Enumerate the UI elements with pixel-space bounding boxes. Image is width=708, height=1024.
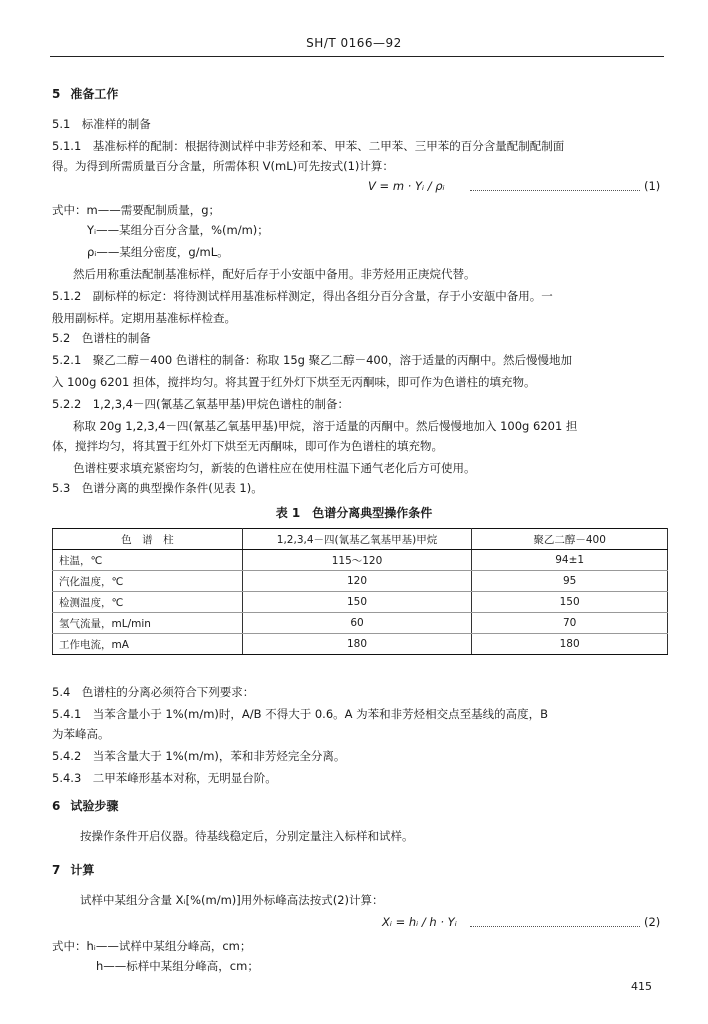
clause-5-2-2-line4: 色谱柱要求填充紧密均匀，新装的色谱柱应在使用柱温下通气老化后方可使用。	[73, 461, 476, 475]
clause-5-1-2-line1: 5.1.2 副标样的标定：将待测试样用基准标样测定，得出各组分百分含量，存于小安瓿中备用。一	[52, 289, 553, 303]
table-row	[53, 571, 668, 592]
section-number: 5	[52, 87, 61, 101]
table-cell: 95	[472, 571, 668, 592]
where-2-h: h——标样中某组分峰高，cm；	[96, 959, 259, 973]
formula-2-number: (2)	[644, 915, 661, 929]
table-header-cell: 色 谱 柱	[53, 529, 243, 550]
section-number: 6	[52, 799, 61, 813]
table-header-cell: 聚乙二醇－400	[472, 529, 668, 550]
where-1-y: Yᵢ——某组分百分含量，%(m/m)；	[87, 223, 269, 237]
clause-5-4-3: 5.4.3 二甲苯峰形基本对称，无明显台阶。	[52, 771, 277, 785]
clause-5-2-2-line2: 称取 20g 1,2,3,4－四(氰基乙氧基甲基)甲烷，溶于适量的丙酮中。然后慢慢地加入 100g 6201 担	[73, 419, 578, 433]
table-cell: 180	[472, 634, 668, 655]
section-5-heading	[52, 86, 118, 102]
section-6-heading	[52, 798, 118, 814]
page-number: 415	[631, 980, 652, 993]
clause-5-1-1-line1: 5.1.1 基准标样的配制：根据待测试样中非芳烃和苯、甲苯、二甲苯、三甲苯的百分含量配制配制面	[52, 139, 565, 153]
table-row	[53, 613, 668, 634]
clause-5-1: 5.1 标准样的制备	[52, 117, 151, 131]
clause-5-4-1-line1: 5.4.1 当苯含量小于 1%(m/m)时，A/B 不得大于 0.6。A 为苯和非芳烃相交点至基线的高度，B	[52, 707, 549, 721]
clause-5-2-1-line2: 入 100g 6201 担体，搅拌均匀。将其置于红外灯下烘至无丙酮味，即可作为色谱柱的填充物。	[52, 375, 536, 389]
page-header: SH/T 0166—92	[306, 36, 402, 50]
table-cell: 150	[472, 592, 668, 613]
clause-5-1-1-line2: 得。为得到所需质量百分含量，所需体积 V(mL)可先按式(1)计算：	[52, 159, 394, 173]
section-title: 准备工作	[70, 87, 119, 101]
clause-5-3: 5.3 色谱分离的典型操作条件(见表 1)。	[52, 481, 263, 495]
formula-1: V = m · Yᵢ / ρᵢ	[368, 179, 445, 193]
where-2-hi: 式中：hᵢ——试样中某组分峰高，cm；	[52, 939, 252, 953]
clause-5-2-2-line3: 体，搅拌均匀，将其置于红外灯下烘至无丙酮味，即可作为色谱柱的填充物。	[52, 439, 443, 453]
table-row-label: 工作电流，mA	[53, 634, 243, 655]
table-cell: 180	[242, 634, 472, 655]
table-row	[53, 634, 668, 655]
table-cell: 60	[242, 613, 472, 634]
formula-1-leader	[470, 182, 640, 191]
clause-5-4: 5.4 色谱柱的分离必须符合下列要求：	[52, 685, 255, 699]
table-row-label: 检测温度，℃	[53, 592, 243, 613]
table-1	[52, 528, 668, 655]
table-header-row	[53, 529, 668, 550]
table-cell: 150	[242, 592, 472, 613]
table-cell: 94±1	[472, 550, 668, 571]
section-title: 试验步骤	[70, 799, 119, 813]
formula-2: Xᵢ = hᵢ / h · Yᵢ	[382, 915, 457, 929]
table-row-label: 氢气流量，mL/min	[53, 613, 243, 634]
where-1-rho: ρᵢ——某组分密度，g/mL。	[87, 245, 229, 259]
clause-5-1-2-line2: 般用副标样。定期用基准标样检查。	[52, 311, 236, 325]
formula-2-leader	[470, 918, 640, 927]
table-1-caption: 表 1 色谱分离典型操作条件	[275, 506, 433, 520]
table-cell: 120	[242, 571, 472, 592]
table-cell: 70	[472, 613, 668, 634]
clause-5-2: 5.2 色谱柱的制备	[52, 331, 151, 345]
clause-5-4-2: 5.4.2 当苯含量大于 1%(m/m)，苯和非芳烃完全分离。	[52, 749, 346, 763]
table-row-label: 柱温，℃	[53, 550, 243, 571]
section-7-body: 试样中某组分含量 Xᵢ[%(m/m)]用外标峰高法按式(2)计算：	[80, 893, 384, 907]
table-row	[53, 592, 668, 613]
section-number: 7	[52, 863, 61, 877]
header-rule	[50, 56, 664, 57]
where-1-m: 式中：m——需要配制质量，g；	[52, 203, 221, 217]
section-title: 计算	[70, 863, 95, 877]
formula-1-number: (1)	[644, 179, 661, 193]
table-row-label: 汽化温度，℃	[53, 571, 243, 592]
table-cell: 115～120	[242, 550, 472, 571]
table-header-cell: 1,2,3,4－四(氰基乙氧基甲基)甲烷	[242, 529, 472, 550]
clause-5-2-2-line1: 5.2.2 1,2,3,4－四(氰基乙氧基甲基)甲烷色谱柱的制备：	[52, 397, 349, 411]
clause-5-1-1-line3: 然后用称重法配制基准标样，配好后存于小安瓿中备用。非芳烃用正庚烷代替。	[73, 267, 476, 281]
clause-5-4-1-line2: 为苯峰高。	[52, 727, 110, 741]
table-row	[53, 550, 668, 571]
clause-5-2-1-line1: 5.2.1 聚乙二醇－400 色谱柱的制备：称取 15g 聚乙二醇－400，溶于适量的丙酮中。然后慢慢地加	[52, 353, 573, 367]
section-7-heading	[52, 862, 94, 878]
section-6-body: 按操作条件开启仪器。待基线稳定后，分别定量注入标样和试样。	[80, 829, 414, 843]
